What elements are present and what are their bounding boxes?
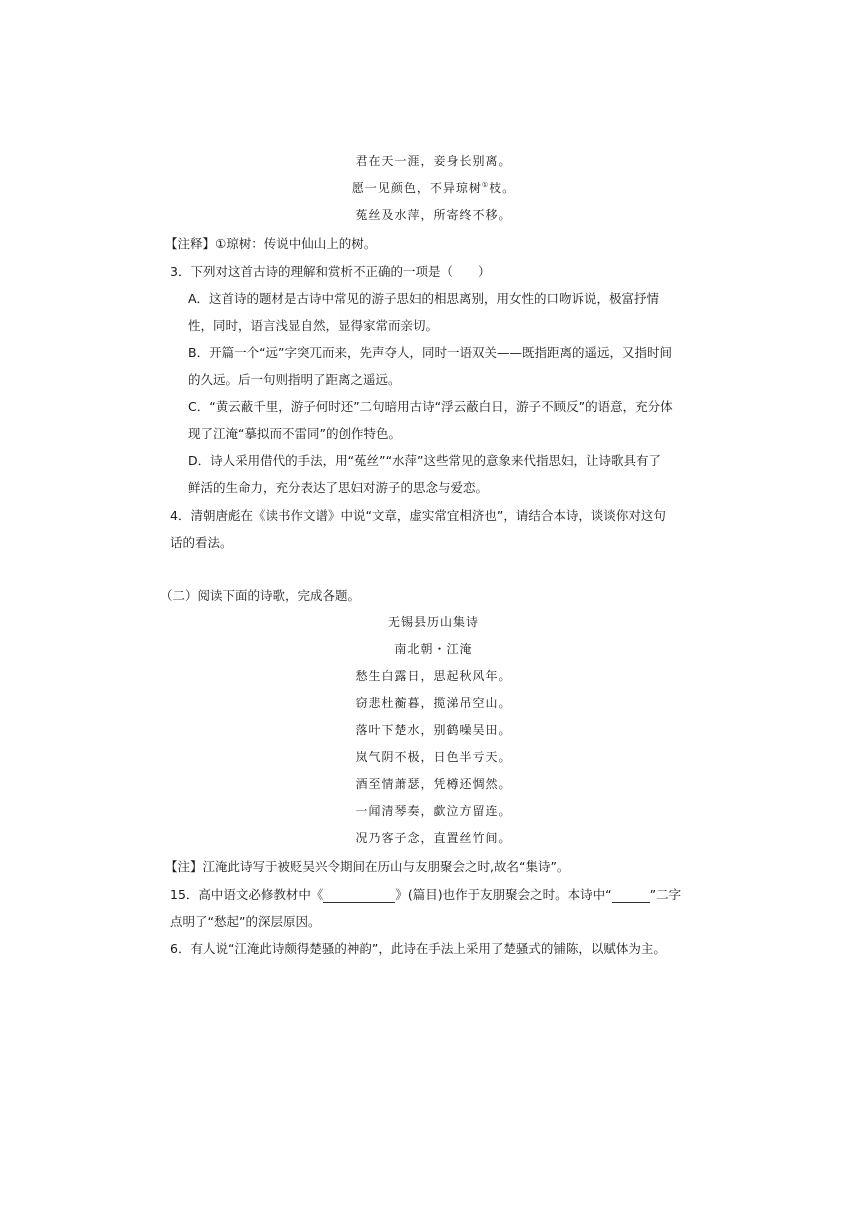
q15-part-1: 15．高中语文必修教材中《 [170, 887, 324, 902]
option-b-line-1: B．开篇一个“远”字突兀而来，先声夺人，同时一语双关——既指距离的遥远，又指时间 [188, 345, 673, 360]
question-6: 6．有人说“江淹此诗颇得楚骚的神韵”，此诗在手法上采用了楚骚式的铺陈，以赋体为主。 [170, 941, 666, 956]
option-c-line-2: 现了江淹“摹拟而不雷同”的创作特色。 [188, 426, 401, 441]
poem2-line-7: 况乃客子念，直置丝竹间。 [355, 831, 512, 845]
option-a-line-1: A．这首诗的题材是古诗中常见的游子思妇的相思离别，用女性的口吻诉说，极富抒情 [188, 291, 660, 306]
q15-part-3: ”二字 [649, 887, 682, 902]
question-15-line-1 [170, 885, 681, 903]
title-blank[interactable] [323, 890, 395, 903]
section-heading: （二）阅读下面的诗歌，完成各题。 [160, 588, 361, 603]
annotation-note: 【注释】①琼树：传说中仙山上的树。 [165, 236, 377, 251]
option-d-line-2: 鲜活的生命力，充分表达了思妇对游子的思念与爱恋。 [188, 480, 489, 495]
poem2-line-1: 愁生白露日，思起秋风年。 [355, 669, 512, 683]
poem2-line-6: 一闻清琴奏，歔泣方留连。 [355, 804, 512, 818]
option-a-line-2: 性，同时，语言浅显自然，显得家常而亲切。 [188, 318, 439, 333]
poem-line-3: 菟丝及水萍，所寄终不移。 [355, 208, 512, 222]
poem-title: 无锡县历山集诗 [387, 615, 479, 629]
question-15-line-2: 点明了“愁起”的深层原因。 [170, 914, 321, 929]
question-4-line-2: 话的看法。 [170, 535, 233, 550]
poem2-note: 【注】江淹此诗写于被贬吴兴令期间在历山与友朋聚会之时,故名“集诗”。 [165, 859, 570, 874]
poem2-line-4: 岚气阴不极，日色半亏天。 [355, 750, 512, 764]
poem-author: 南北朝・江淹 [394, 642, 473, 656]
option-c-line-1: C．“黄云蔽千里，游子何时还”二句暗用古诗“浮云蔽白日，游子不顾反”的语意，充分体 [188, 399, 673, 414]
poem2-line-5: 酒至情萧瑟，凭樽还惆然。 [355, 777, 512, 791]
q15-part-2: 》(篇目)也作于友朋聚会之时。本诗中“ [395, 887, 612, 902]
question-3-stem: 3．下列对这首古诗的理解和赏析不正确的一项是（ ） [170, 264, 491, 279]
poem-line-2-end: 枝。 [489, 181, 516, 195]
poem2-line-2: 窃悲杜蘅暮，揽涕吊空山。 [355, 696, 512, 710]
option-d-line-1: D．诗人采用借代的手法，用“菟丝”“水萍”这些常见的意象来代指思妇，让诗歌具有了 [188, 453, 662, 468]
poem-line-2 [0, 179, 867, 196]
note-marker: ① [481, 181, 490, 189]
word-blank[interactable] [612, 890, 650, 903]
poem2-line-3: 落叶下楚水，别鹤噪吴田。 [355, 723, 512, 737]
question-4-line-1: 4．清朝唐彪在《读书作文谱》中说“文章，虚实常宜相济也”，请结合本诗，谈谈你对这句 [170, 508, 666, 523]
option-b-line-2: 的久远。后一句则指明了距离之遥远。 [188, 372, 401, 387]
poem-line-1: 君在天一涯，妾身长别离。 [355, 154, 512, 168]
poem-line-2-text: 愿一见颜色，不异琼树 [351, 181, 482, 195]
